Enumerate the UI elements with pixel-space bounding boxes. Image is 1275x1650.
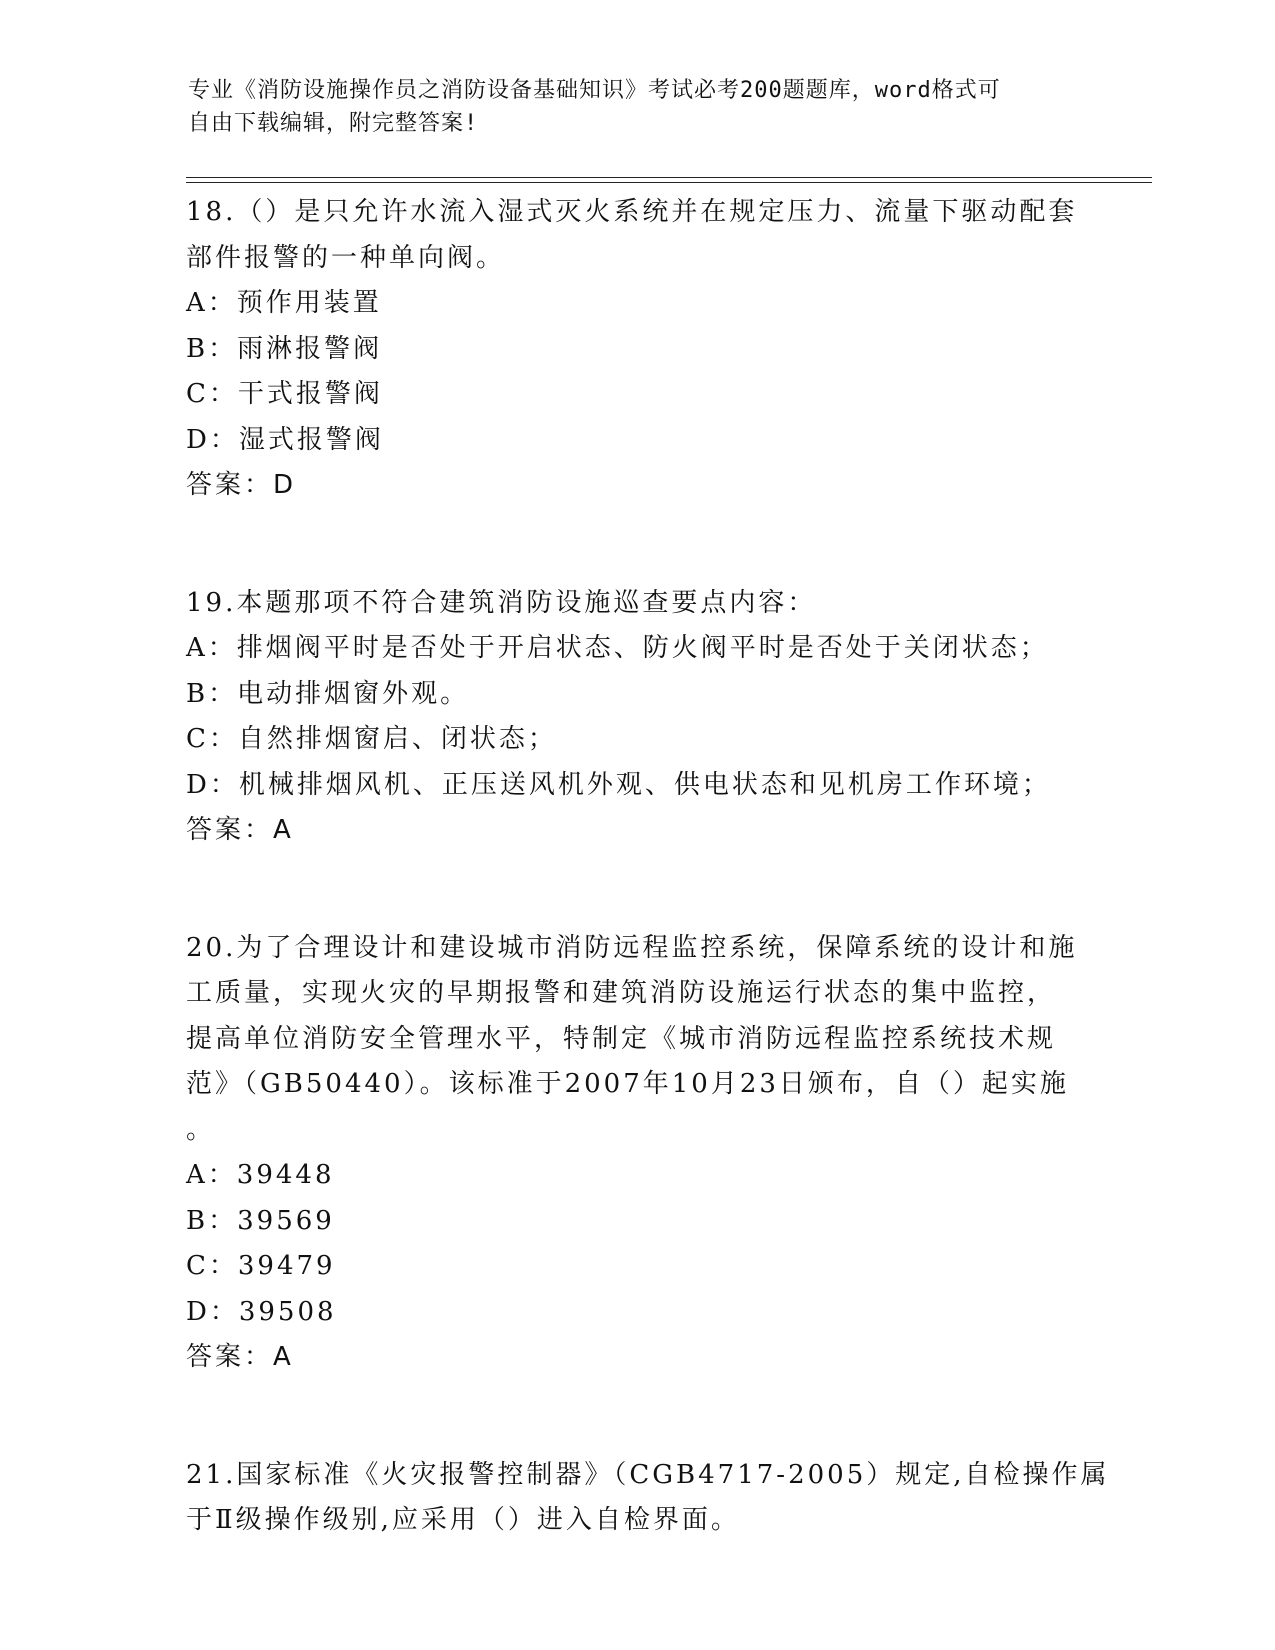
option-a: A：排烟阀平时是否处于开启状态、防火阀平时是否处于关闭状态； bbox=[186, 633, 1049, 663]
option-b: B：电动排烟窗外观。 bbox=[186, 678, 470, 709]
option-a: A：预作用装置 bbox=[186, 288, 382, 318]
stem-line: 。 bbox=[186, 1114, 216, 1145]
option-c: C：干式报警阀 bbox=[186, 379, 383, 409]
header-divider-top bbox=[186, 177, 1152, 178]
spacer bbox=[186, 509, 1086, 581]
header-divider-bottom bbox=[186, 182, 1152, 183]
stem-line: 提高单位消防安全管理水平，特制定《城市消防远程监控系统技术规 bbox=[186, 1023, 1057, 1054]
question-stem bbox=[186, 190, 1086, 281]
question-stem bbox=[186, 926, 1086, 1154]
stem-line: 18.（）是只允许水流入湿式灭火系统并在规定压力、流量下驱动配套 bbox=[186, 197, 1078, 227]
question-19 bbox=[186, 581, 1086, 854]
answer: 答案：A bbox=[186, 815, 294, 845]
option-b: B：39569 bbox=[186, 1205, 335, 1236]
stem-line: 范》（GB50440）。该标准于2007年10月23日颁布，自（）起实施 bbox=[186, 1069, 1069, 1099]
header-line-1: 专业《消防设施操作员之消防设备基础知识》考试必考200题题库，word格式可 bbox=[188, 78, 1001, 103]
option-c: C：自然排烟窗启、闭状态； bbox=[186, 724, 557, 754]
stem-line: 19.本题那项不符合建筑消防设施巡查要点内容： bbox=[186, 587, 817, 618]
document-header bbox=[188, 74, 1068, 140]
question-stem bbox=[186, 1453, 1110, 1544]
option-c: C：39479 bbox=[186, 1251, 336, 1281]
spacer bbox=[186, 1381, 1086, 1453]
stem-line: 工质量，实现火灾的早期报警和建筑消防设施运行状态的集中监控， bbox=[186, 978, 1057, 1008]
header-line-2: 自由下载编辑，附完整答案! bbox=[188, 111, 479, 136]
stem-line: 21.国家标准《火灾报警控制器》（CGB4717-2005）规定,自检操作属 bbox=[186, 1459, 1110, 1490]
option-a: A：39448 bbox=[186, 1160, 335, 1190]
spacer bbox=[186, 854, 1086, 926]
question-list bbox=[186, 190, 1110, 1544]
stem-line: 20.为了合理设计和建设城市消防远程监控系统，保障系统的设计和施 bbox=[186, 932, 1078, 963]
stem-line: 部件报警的一种单向阀。 bbox=[186, 242, 506, 273]
answer: 答案：A bbox=[186, 1342, 294, 1372]
question-21 bbox=[186, 1453, 1110, 1544]
option-d: D：机械排烟风机、正压送风机外观、供电状态和见机房工作环境； bbox=[186, 769, 1051, 800]
option-b: B：雨淋报警阀 bbox=[186, 333, 383, 364]
question-stem bbox=[186, 581, 1086, 627]
question-20 bbox=[186, 926, 1086, 1381]
stem-line: 于Ⅱ级操作级别,应采用（）进入自检界面。 bbox=[186, 1505, 740, 1535]
option-d: D：湿式报警阀 bbox=[186, 424, 384, 455]
option-d: D：39508 bbox=[186, 1296, 337, 1327]
question-18 bbox=[186, 190, 1086, 509]
answer: 答案：D bbox=[186, 470, 297, 500]
